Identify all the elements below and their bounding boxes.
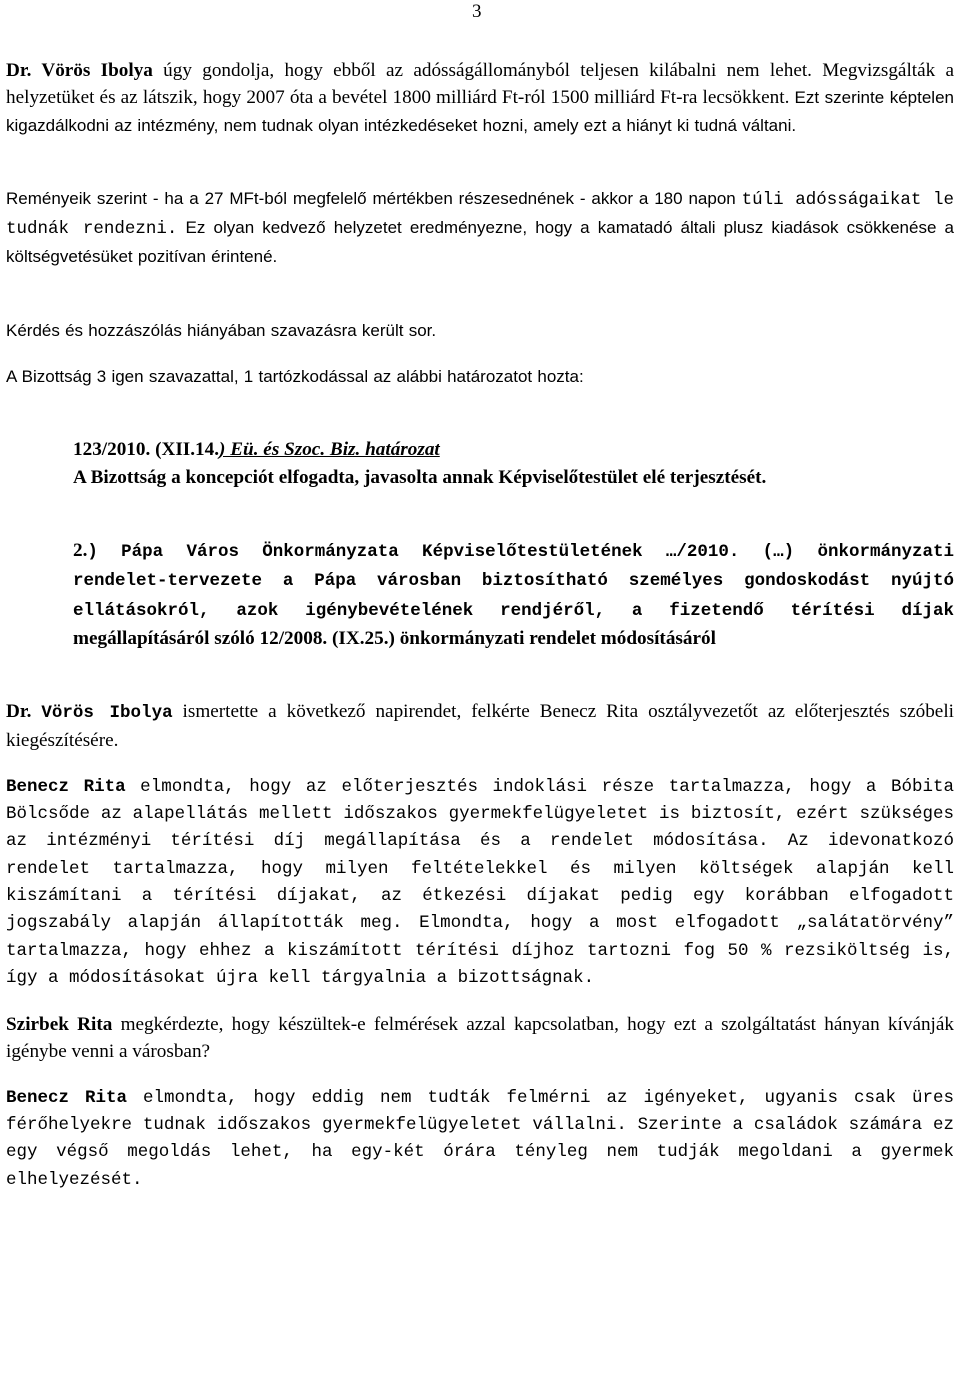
speaker-name: Szirbek Rita [6, 1014, 113, 1036]
resolution-block [6, 436, 954, 491]
paragraph-hopes [6, 185, 954, 271]
paragraph-text: túli adósságaikat le tudnák rendezni. [6, 189, 954, 240]
resolution-title [73, 436, 954, 463]
paragraph-vote-call: Kérdés és hozzászólás hiányában szavazásra került sor. [6, 320, 437, 340]
agenda-title [73, 537, 954, 652]
paragraph-text: Ezt szerinte képtelen kigazdálkodni az intézmény, nem tudnak olyan intézkedéseket hozni, amely ezt a hiányt ki tudná váltani. [6, 88, 954, 135]
speaker-name: Benecz Rita [6, 776, 126, 797]
paragraph-text: ismertette a következő napirendet, felkérte Benecz Rita osztályvezetőt az előterjesztés szóbeli kiegészítésére. [6, 701, 954, 752]
document-body [6, 57, 954, 1194]
paragraph-benecz-explains [6, 774, 954, 992]
agenda-text: ) Pápa Város Önkormányzata Képviselőtestületének …/2010. (…) önkormányzati rendelet-tervezete a Pápa városban biztosítható személyes gondoskodást nyújtó ellátásokról, azok igénybevételének rendjéről, a fizetendő térítési díjak [73, 541, 954, 621]
speaker-name: Dr. Vörös Ibolya [6, 60, 153, 81]
resolution-text: A Bizottság a koncepciót elfogadta, javasolta annak Képviselőtestület elé terjesztését. [73, 466, 767, 488]
paragraph-vote-result: A Bizottság 3 igen szavazattal, 1 tartózkodással az alábbi határozatot hozta: [6, 367, 584, 387]
resolution-number: 123/2010. (XII.14. [73, 439, 220, 461]
paragraph-voros-intro [6, 698, 954, 755]
paragraph-text: Reményeik szerint - ha a 27 MFt-ból megfelelő mértékben részesednének - akkor a 180 napon [6, 188, 742, 208]
agenda-number: 2. [73, 539, 88, 561]
paragraph-text: elmondta, hogy eddig nem tudták felmérni az igényeket, ugyanis csak üres férőhelyekre tudnak időszakos gyermekfelügyeletet vállalni. Szerinte a családok számára ez egy végső megoldás lehet, ha egy-két órára tényleg nem tudják megoldani a gyermek elhelyezését. [6, 1087, 954, 1190]
page-number: 3 [472, 1, 482, 22]
speaker-name: Vörös Ibolya [41, 703, 173, 724]
agenda-text: megállapításáról szóló 12/2008. (IX.25.) önkormányzati rendelet módosításáról [73, 627, 716, 649]
paragraph-text: megkérdezte, hogy készültek-e felmérések azzal kapcsolatban, hogy ezt a szolgáltatást hányan kívánják igénybe venni a városban? [6, 1014, 954, 1063]
speaker-name: Benecz Rita [6, 1087, 128, 1108]
agenda-item [6, 537, 954, 652]
resolution-committee: ) Eü. és Szoc. Biz. határozat [219, 439, 440, 461]
paragraph-text: Ez olyan kedvező helyzetet eredményezne, hogy a kamatadó általi plusz kiadások csökkenése a költségvetésüket pozitívan érintené. [6, 218, 955, 267]
paragraph-text: úgy gondolja, hogy ebből az adósságállományból teljesen kilábalni nem lehet. Megvizsgálták a helyzetüket és az látszik, hogy 2007 óta a bevétel 1800 milliárd Ft-ról 1500 milliárd Ft-ra lecsökkent. [6, 60, 955, 109]
paragraph-szirbek-question [6, 1011, 954, 1066]
paragraph-text: elmondta, hogy az előterjesztés indoklási része tartalmazza, hogy a Bóbita Bölcsőde az alapellátás mellett időszakos gyermekfelügyeletet is biztosít, ezért szükséges az intézményi térítési díj megállapítása és a rendelet módosítása. Az idevonatkozó rendelet tartalmazza, hogy milyen feltételekkel és milyen költségek alapján kell kiszámítani a térítési díjakat, az étkezési díjakat pedig egy korábban elfogadott jogszabály alapján állapították meg. Elmondta, hogy a most elfogadott „salátatörvény” tartalmazza, hogy ehhez a kiszámított térítési díjhoz tartozni fog 50 % rezsiköltség is, így a módosításokat újra kell tárgyalnia a bizottságnak. [6, 776, 954, 988]
paragraph-voros-debt [6, 57, 954, 139]
paragraph-benecz-answer [6, 1085, 954, 1194]
speaker-name: Dr. [6, 701, 42, 723]
